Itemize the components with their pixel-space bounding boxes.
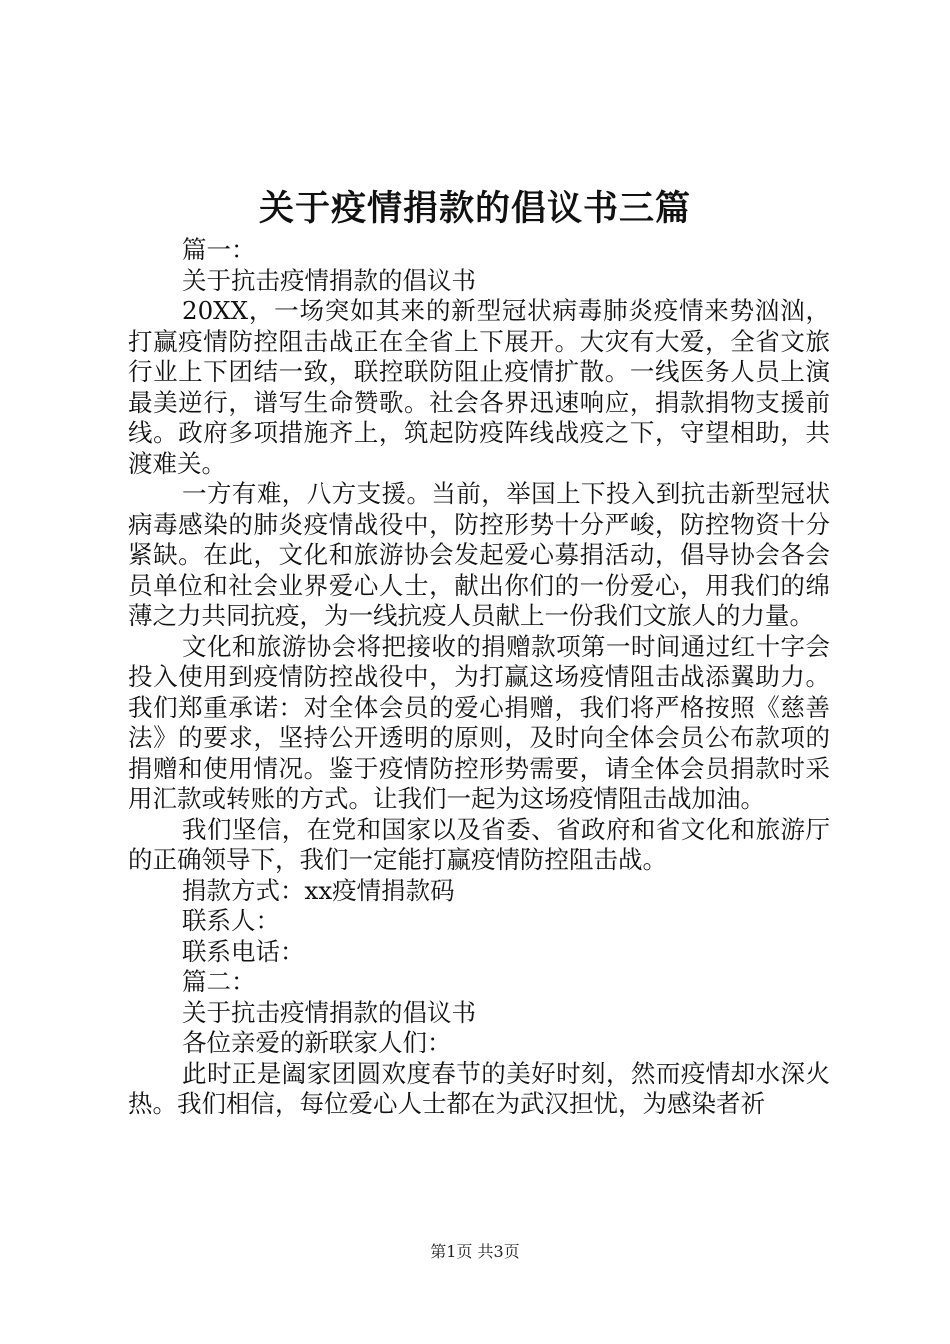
document-title: 关于疫情捐款的倡议书三篇 — [258, 188, 691, 229]
donation-method: 捐款方式：xx疫情捐款码 — [182, 875, 455, 905]
part1-paragraph-4: 我们坚信，在党和国家以及省委、省政府和省文化和旅游厅的正确领导下，我们一定能打赢疫情防控阻击战。 — [128, 814, 830, 874]
page-footer: 第1页 共3页 — [430, 1242, 520, 1261]
document-body — [128, 235, 830, 1120]
part2-greeting: 各位亲爱的新联家人们： — [182, 1028, 452, 1057]
part1-paragraph-1: 20XX，一场突如其来的新型冠状病毒肺炎疫情来势汹汹，打赢疫情防控阻击战正在全省上下展开。大灾有大爱，全省文旅行业上下团结一致，联控联防阻止疫情扩散。一线医务人员上演最美逆行，谱写生命赞歌。社会各界迅速响应，捐款捐物支援前线。政府多项措施齐上，筑起防疫阵线战疫之下，守望相助，共渡难关。 — [128, 296, 830, 478]
part2-subtitle: 关于抗击疫情捐款的倡议书 — [182, 997, 476, 1027]
part1-paragraph-2: 一方有难，八方支援。当前，举国上下投入到抗击新型冠状病毒感染的肺炎疫情战役中，防控形势十分严峻，防控物资十分紧缺。在此，文化和旅游协会发起爱心募捐活动，倡导协会各会员单位和社会业界爱心人士，献出你们的一份爱心，用我们的绵薄之力共同抗疫，为一线抗疫人员献上一份我们文旅人的力量。 — [128, 479, 830, 630]
part2-heading: 篇二： — [182, 967, 256, 996]
part1-heading: 篇一： — [182, 235, 256, 264]
contact-phone: 联系电话： — [182, 936, 305, 966]
part1-paragraph-3: 文化和旅游协会将把接收的捐赠款项第一时间通过红十字会投入使用到疫情防控战役中，为打赢这场疫情阻击战添翼助力。我们郑重承诺：对全体会员的爱心捐赠，我们将严格按照《慈善法》的要求，坚持公开透明的原则，及时向全体会员公布款项的捐赠和使用情况。鉴于疫情防控形势需要，请全体会员捐款时采用汇款或转账的方式。让我们一起为这场疫情阻击战加油。 — [128, 631, 830, 813]
part1-subtitle: 关于抗击疫情捐款的倡议书 — [182, 265, 476, 295]
contact-person: 联系人： — [182, 906, 280, 935]
part2-paragraph-1: 此时正是阖家团圆欢度春节的美好时刻，然而疫情却水深火热。我们相信，每位爱心人士都在为武汉担忧，为感染者祈 — [128, 1058, 830, 1118]
